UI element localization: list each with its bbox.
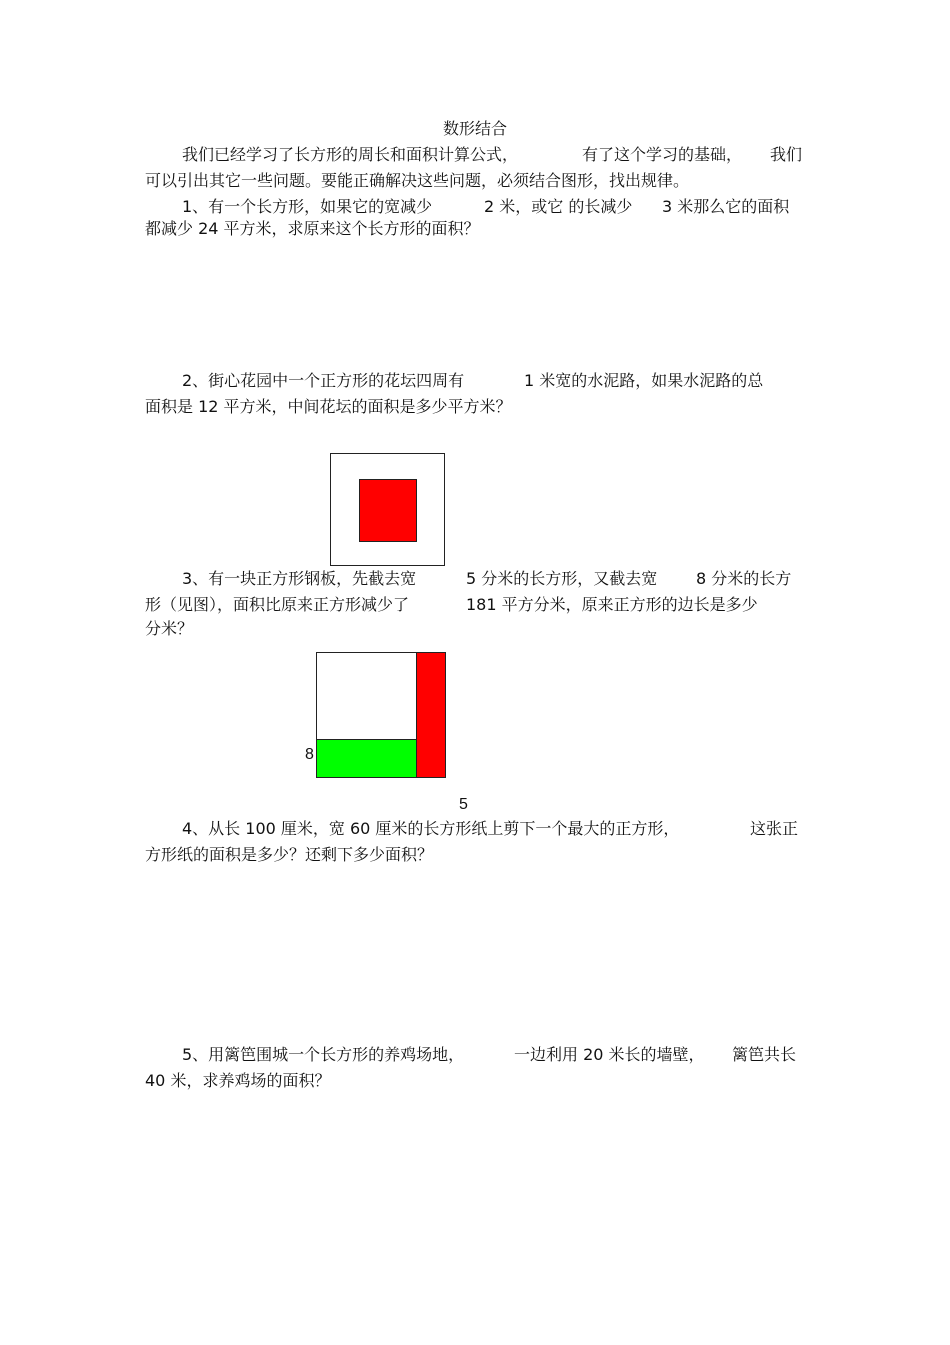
q4-line1-b: 这张正 <box>750 819 799 838</box>
q2-line1-a: 2、街心花园中一个正方形的花坛四周有 <box>182 371 465 390</box>
q5-line1-a: 5、用篱笆围城一个长方形的养鸡场地， <box>182 1045 465 1064</box>
q5-line1-c: 篱笆共长 <box>732 1045 797 1064</box>
label-8: 8 <box>305 746 314 763</box>
cut-strip-5 <box>416 652 446 778</box>
inner-square-flowerbed <box>359 479 417 542</box>
q1-line2: 都减少 24 平方米，求原来这个长方形的面积？ <box>145 219 480 238</box>
q5-line2: 40 米，求养鸡场的面积？ <box>145 1071 331 1090</box>
intro-line1-a: 我们已经学习了长方形的周长和面积计算公式， <box>182 145 519 164</box>
q4-line1-a: 4、从长 100 厘米，宽 60 厘米的长方形纸上剪下一个最大的正方形， <box>182 819 680 838</box>
cut-strip-8 <box>316 739 417 778</box>
q3-line1-c: 8 分米的长方 <box>696 569 792 588</box>
q2-line1-b: 1 米宽的水泥路，如果水泥路的总 <box>524 371 764 390</box>
q1-line1-c: 3 米那么它的面积 <box>662 197 790 216</box>
intro-line2: 可以引出其它一些问题。要能正确解决这些问题，必须结合图形，找出规律。 <box>145 171 690 190</box>
q3-line2-a: 形（见图），面积比原来正方形减少了 <box>145 595 410 614</box>
intro-line1-b: 有了这个学习的基础， <box>582 145 743 164</box>
q1-line1-a: 1、有一个长方形，如果它的宽减少 <box>182 197 433 216</box>
q3-line1-b: 5 分米的长方形，又截去宽 <box>466 569 658 588</box>
page-title: 数形结合 <box>442 119 507 138</box>
q1-line1-b: 2 米，或它 的长减少 <box>484 197 633 216</box>
q3-line2-b: 181 平方分米，原来正方形的边长是多少 <box>466 595 758 614</box>
q2-line2: 面积是 12 平方米，中间花坛的面积是多少平方米？ <box>145 397 512 416</box>
q5-line1-b: 一边利用 20 米长的墙壁， <box>514 1045 705 1064</box>
intro-line1-c: 我们 <box>770 145 803 164</box>
q3-line1-a: 3、有一块正方形钢板，先截去宽 <box>182 569 417 588</box>
label-5: 5 <box>459 796 468 813</box>
q3-line3: 分米？ <box>145 619 194 638</box>
q4-line2: 方形纸的面积是多少？还剩下多少面积？ <box>145 845 434 864</box>
